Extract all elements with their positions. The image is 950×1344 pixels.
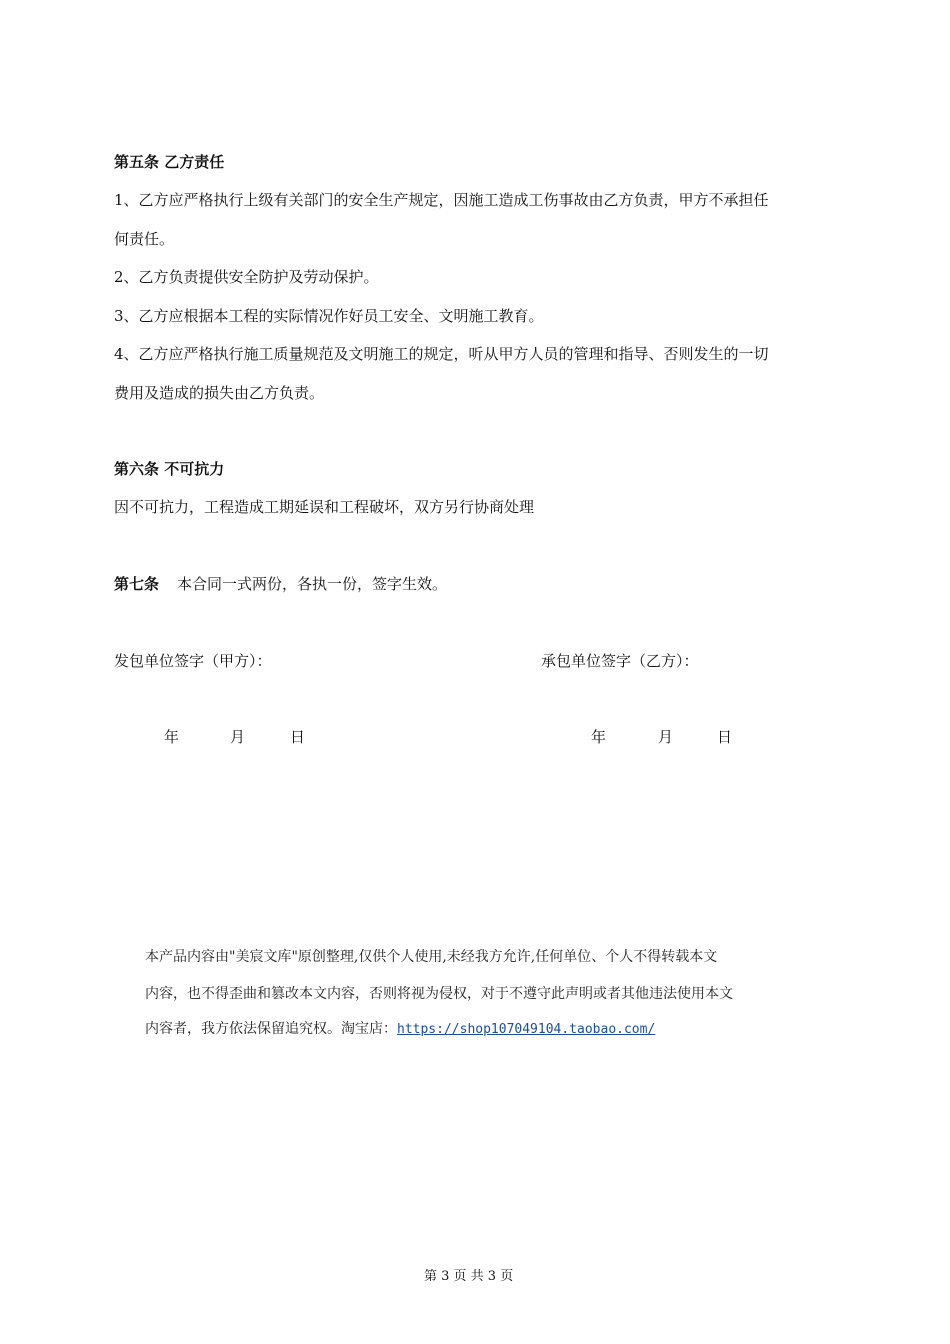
notice-line1: 本产品内容由"美宸文库"原创整理,仅供个人使用,未经我方允许,任何单位、个人不得转载本文 <box>145 949 718 965</box>
article5-item1-line1: 1、乙方应严格执行上级有关部门的安全生产规定，因施工造成工伤事故由乙方负责，甲方不承担任 <box>114 191 769 209</box>
article6-heading: 第六条 不可抗力 <box>114 460 225 478</box>
party-b-signature-label: 承包单位签字（乙方）： <box>541 652 699 670</box>
notice-line3-text: 内容者，我方依法保留追究权。淘宝店： <box>145 1021 397 1037</box>
article7-paragraph <box>114 574 447 594</box>
page-indicator: 第 3 页 共 3 页 <box>424 1269 514 1284</box>
party-a-date-month: 月 <box>230 728 246 746</box>
party-b-date-year: 年 <box>591 728 607 746</box>
article5-item4-line2: 费用及造成的损失由乙方负责。 <box>114 384 325 402</box>
article5-heading: 第五条 乙方责任 <box>114 153 225 171</box>
article5-item4-line1: 4、乙方应严格执行施工质量规范及文明施工的规定，听从甲方人员的管理和指导、否则发生的一切 <box>114 345 769 363</box>
party-a-signature-label: 发包单位签字（甲方）： <box>114 652 272 670</box>
shop-link[interactable]: https://shop107049104.taobao.com/ <box>397 1022 656 1037</box>
article6-body: 因不可抗力，工程造成工期延误和工程破坏，双方另行协商处理 <box>114 498 535 516</box>
notice-line2: 内容，也不得歪曲和篡改本文内容，否则将视为侵权，对于不遵守此声明或者其他违法使用本文 <box>145 986 733 1002</box>
article5-item1-line2: 何责任。 <box>114 230 175 248</box>
party-b-date-month: 月 <box>658 728 674 746</box>
party-a-date-year: 年 <box>164 728 180 746</box>
article5-item2: 2、乙方负责提供安全防护及劳动保护。 <box>114 268 379 286</box>
article7-label: 第七条 <box>114 575 160 593</box>
article5-item3: 3、乙方应根据本工程的实际情况作好员工安全、文明施工教育。 <box>114 307 544 325</box>
article7-body: 本合同一式两份，各执一份，签字生效。 <box>177 575 448 593</box>
notice-line3 <box>145 1019 655 1040</box>
party-a-date-day: 日 <box>290 728 306 746</box>
party-b-date-day: 日 <box>717 728 733 746</box>
